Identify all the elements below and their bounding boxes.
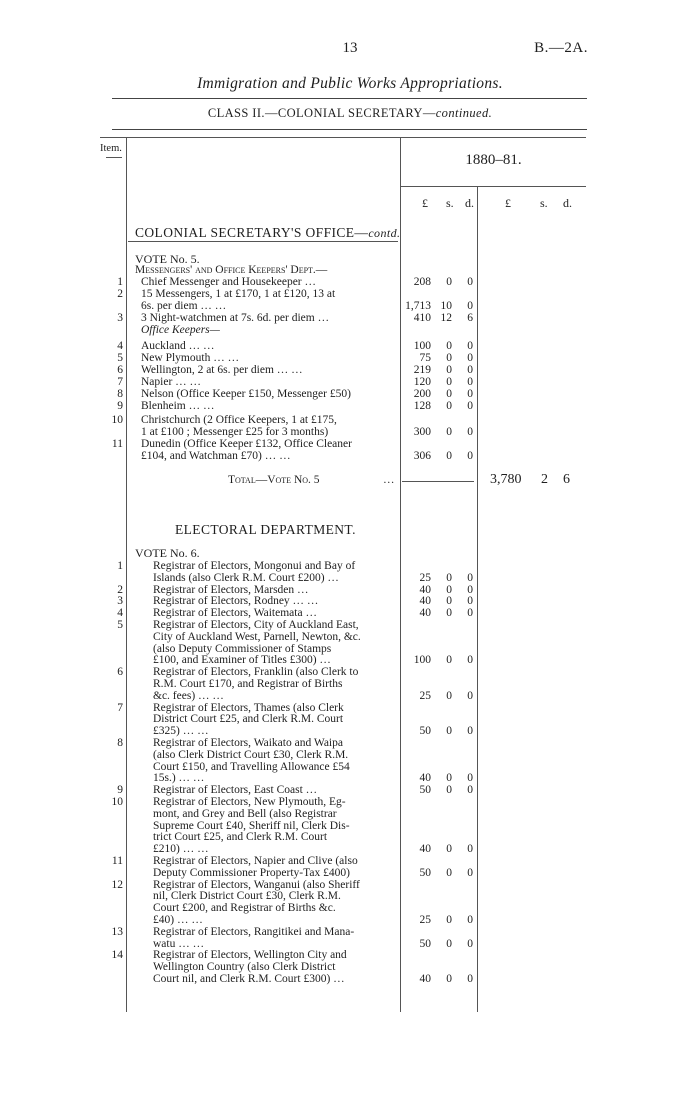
total-label: Total—Vote No. 5 <box>228 474 320 486</box>
item-description: Registrar of Electors, Wellington City and <box>153 949 347 962</box>
amount-pence: 0 <box>467 689 473 702</box>
amount-shillings: 0 <box>446 973 452 985</box>
item-column-divider <box>126 137 127 1012</box>
amount-pence: 0 <box>467 973 473 985</box>
item-description: Court £200, and Registrar of Births &c. <box>153 902 336 915</box>
item-description: Office Keepers— <box>141 324 220 336</box>
item-description: Registrar of Electors, Waitemata … <box>153 607 317 620</box>
amount-pounds: 120 <box>413 376 431 388</box>
item-number: 8 <box>117 388 123 400</box>
item-description: Registrar of Electors, Rodney … … <box>153 595 319 608</box>
amount-shillings: 0 <box>446 340 452 352</box>
item-description: (also Deputy Commissioner of Stamps <box>153 642 332 655</box>
amount-pence: 0 <box>467 784 473 797</box>
amount-pence: 0 <box>467 376 473 388</box>
item-number: 10 <box>111 796 123 808</box>
year-rule <box>401 186 586 187</box>
amount-shillings: 0 <box>446 725 452 738</box>
amount-pounds: 40 <box>419 595 431 608</box>
item-description: Registrar of Electors, Wanganui (also Sheriff <box>153 878 360 891</box>
item-description: R.M. Court £170, and Registrar of Births <box>153 678 343 690</box>
item-description: Chief Messenger and Housekeeper … <box>141 276 316 288</box>
amount-pounds: 128 <box>413 400 431 412</box>
amount-pence: 6 <box>467 312 473 324</box>
item-number: 6 <box>117 666 123 679</box>
amount-pounds: 100 <box>413 340 431 352</box>
item-description: &c. fees) … … <box>153 689 224 702</box>
item-number: 3 <box>117 312 123 324</box>
amount-pounds: 75 <box>419 352 431 364</box>
item-number: 2 <box>117 288 123 300</box>
amount-shillings: 0 <box>446 772 452 785</box>
amount-pounds: 208 <box>413 276 431 288</box>
amount-shillings: 0 <box>446 400 452 412</box>
item-description: £325) … … <box>153 725 209 738</box>
item-number: 14 <box>111 949 123 962</box>
amount-pounds: 40 <box>419 973 431 985</box>
amount-pounds: 40 <box>419 583 431 596</box>
year-header: 1880–81. <box>465 152 522 168</box>
header-rule <box>112 98 587 99</box>
amount-pounds: 50 <box>419 784 431 797</box>
item-number: 4 <box>117 340 123 352</box>
total-pence: 6 <box>563 472 570 487</box>
amount-shillings: 0 <box>446 843 452 856</box>
amount-pounds: 25 <box>419 914 431 926</box>
amount-pounds: 40 <box>419 843 431 856</box>
amount-pence: 0 <box>467 450 473 462</box>
item-description: Court £150, and Travelling Allowance £54 <box>153 760 350 773</box>
item-number: 3 <box>117 595 123 608</box>
item-number: 9 <box>117 400 123 412</box>
amount-pence: 0 <box>467 571 473 584</box>
item-description: Christchurch (2 Office Keepers, 1 at £175, <box>141 414 337 426</box>
amount-pounds: 25 <box>419 689 431 702</box>
item-number: 8 <box>117 737 123 749</box>
item-number: 1 <box>117 276 123 288</box>
item-description: 3 Night-watchmen at 7s. 6d. per diem … <box>141 312 330 324</box>
amount-shillings: 0 <box>446 866 452 879</box>
amount-pence: 0 <box>467 388 473 400</box>
item-description: £40) … … <box>153 914 203 926</box>
unit-pounds-right: £ <box>505 196 511 210</box>
page-number: 13 <box>342 40 358 56</box>
amount-pence: 0 <box>467 843 473 856</box>
total-dots: … <box>383 474 395 486</box>
item-number: 2 <box>117 583 123 596</box>
document-code: B.—2A. <box>534 40 588 56</box>
amount-shillings: 0 <box>446 689 452 702</box>
item-description: Registrar of Electors, New Plymouth, Eg- <box>153 796 346 808</box>
amount-pounds: 200 <box>413 388 431 400</box>
colonial-heading: COLONIAL SECRETARY'S OFFICE—contd. <box>135 225 401 240</box>
running-title: Immigration and Public Works Appropriations. <box>197 75 503 92</box>
item-number: 5 <box>117 619 123 631</box>
class-title: CLASS II.—COLONIAL SECRETARY—continued. <box>207 106 493 120</box>
amount-shillings: 0 <box>446 937 452 950</box>
item-description: £210) … … <box>153 843 209 856</box>
table-top-rule <box>100 137 586 138</box>
subtotal-rule <box>402 481 474 482</box>
amount-shillings: 0 <box>446 571 452 584</box>
item-number: 7 <box>117 376 123 388</box>
amount-pounds: 410 <box>413 312 431 324</box>
amount-shillings: 0 <box>446 426 452 438</box>
item-description: Supreme Court £40, Sheriff nil, Clerk Dis- <box>153 819 350 832</box>
item-number: 5 <box>117 352 123 364</box>
amount-pounds: 50 <box>419 937 431 950</box>
item-description: Wellington, 2 at 6s. per diem … … <box>141 364 303 376</box>
item-description: Wellington Country (also Clerk District <box>153 961 336 974</box>
item-number: 9 <box>117 784 123 797</box>
item-description: Registrar of Electors, Rangitikei and Mana- <box>153 925 355 938</box>
amount-pounds: 219 <box>413 364 431 376</box>
amount-pence: 0 <box>467 400 473 412</box>
amount-pounds: 1,713 <box>405 300 431 312</box>
amount-pence: 0 <box>467 937 473 950</box>
amount-shillings: 0 <box>446 595 452 608</box>
amount-pence: 0 <box>467 352 473 364</box>
amount-shillings: 0 <box>446 607 452 620</box>
item-number: 11 <box>111 438 123 450</box>
item-description: Nelson (Office Keeper £150, Messenger £50) <box>141 388 351 400</box>
dept-heading: Messengers' and Office Keepers' Dept.— <box>135 264 328 276</box>
item-description: Registrar of Electors, Mongonui and Bay of <box>153 560 356 572</box>
item-description: Dunedin (Office Keeper £132, Office Cleaner <box>141 438 352 450</box>
amount-shillings: 0 <box>446 388 452 400</box>
amount-shillings: 0 <box>446 784 452 797</box>
amount-pence: 0 <box>467 772 473 785</box>
item-description: 6s. per diem … … <box>141 300 227 312</box>
amount-shillings: 0 <box>446 583 452 596</box>
amount-shillings: 0 <box>446 364 452 376</box>
total-pounds: 3,780 <box>490 472 522 487</box>
amount-pence: 0 <box>467 276 473 288</box>
item-description: Registrar of Electors, East Coast … <box>153 784 318 797</box>
amount-pence: 0 <box>467 866 473 879</box>
item-description: £104, and Watchman £70) … … <box>141 450 291 462</box>
item-description: Deputy Commissioner Property-Tax £400) <box>153 866 350 879</box>
amount-pounds: 40 <box>419 607 431 620</box>
amount-pence: 0 <box>467 725 473 738</box>
amount-pence: 0 <box>467 607 473 620</box>
amount-shillings: 0 <box>446 276 452 288</box>
item-description: watu … … <box>153 937 205 950</box>
amount-pence: 0 <box>467 583 473 596</box>
amount-shillings: 0 <box>446 450 452 462</box>
amount-shillings: 0 <box>446 352 452 364</box>
item-description: 15 Messengers, 1 at £170, 1 at £120, 13 at <box>141 288 336 300</box>
amount-pounds: 50 <box>419 866 431 879</box>
amount-shillings: 12 <box>440 312 452 324</box>
amount-shillings: 0 <box>446 914 452 926</box>
item-description: 1 at £100 ; Messenger £25 for 3 months) <box>141 426 329 438</box>
amount-pence: 0 <box>467 595 473 608</box>
amount-shillings: 0 <box>446 376 452 388</box>
item-description: Napier … … <box>141 376 202 388</box>
item-number: 1 <box>117 560 123 572</box>
item-description: New Plymouth … … <box>141 352 240 364</box>
item-description: Court nil, and Clerk R.M. Court £300) … <box>153 973 345 985</box>
item-description: Registrar of Electors, Marsden … <box>153 583 309 596</box>
amount-pence: 0 <box>467 426 473 438</box>
colonial-heading-rule <box>128 241 398 242</box>
amount-pence: 0 <box>467 300 473 312</box>
item-number: 13 <box>111 925 123 938</box>
amount-column-divider <box>477 186 478 1012</box>
unit-shillings-left: s. <box>446 196 454 210</box>
amount-pounds: 40 <box>419 772 431 785</box>
amount-pence: 0 <box>467 364 473 376</box>
unit-pence-right: d. <box>563 196 572 210</box>
electoral-heading: ELECTORAL DEPARTMENT. <box>175 522 356 537</box>
total-shillings: 2 <box>541 472 548 487</box>
vote-5-label: VOTE No. 5. <box>135 252 200 266</box>
item-number: 10 <box>111 414 123 426</box>
class-rule <box>112 129 587 130</box>
item-number: 12 <box>111 878 123 891</box>
item-description: 15s.) … … <box>153 772 205 785</box>
item-description: trict Court £25, and Clerk R.M. Court <box>153 831 328 844</box>
amount-pence: 0 <box>467 654 473 667</box>
item-description: mont, and Grey and Bell (also Registrar <box>153 807 337 820</box>
amount-shillings: 10 <box>440 300 452 312</box>
unit-pounds-left: £ <box>422 196 428 210</box>
amount-pence: 0 <box>467 914 473 926</box>
item-description: Auckland … … <box>141 340 215 352</box>
item-number: 11 <box>111 855 123 867</box>
amount-pounds: 25 <box>419 571 431 584</box>
item-description: Blenheim … … <box>141 400 215 412</box>
item-description: (also Clerk District Court £30, Clerk R.M. <box>153 748 349 761</box>
amount-shillings: 0 <box>446 654 452 667</box>
unit-shillings-right: s. <box>540 196 548 210</box>
amount-pence: 0 <box>467 340 473 352</box>
item-description: Registrar of Electors, Waikato and Waipa <box>153 737 343 749</box>
item-description: Registrar of Electors, City of Auckland East, <box>153 619 359 631</box>
item-number: 4 <box>117 607 123 620</box>
item-description: Registrar of Electors, Franklin (also Clerk to <box>153 666 359 679</box>
item-number: 6 <box>117 364 123 376</box>
amount-pounds: 100 <box>413 654 431 667</box>
item-description: Islands (also Clerk R.M. Court £200) … <box>153 571 339 584</box>
unit-pence-left: d. <box>465 196 474 210</box>
item-description: Registrar of Electors, Thames (also Clerk <box>153 701 344 714</box>
item-description: £100, and Examiner of Titles £300) … <box>153 654 331 667</box>
amount-pounds: 306 <box>413 450 431 462</box>
item-description: Registrar of Electors, Napier and Clive (also <box>153 855 358 867</box>
item-column-header: Item. <box>100 143 122 154</box>
amount-pounds: 50 <box>419 725 431 738</box>
vote-6-label: VOTE No. 6. <box>135 546 200 560</box>
amount-pounds: 300 <box>413 426 431 438</box>
item-header-underline <box>106 157 122 158</box>
item-description: District Court £25, and Clerk R.M. Court <box>153 713 344 726</box>
item-number: 7 <box>117 701 123 714</box>
item-description: nil, Clerk District Court £30, Clerk R.M. <box>153 890 341 903</box>
item-description: City of Auckland West, Parnell, Newton, &c. <box>153 630 361 643</box>
